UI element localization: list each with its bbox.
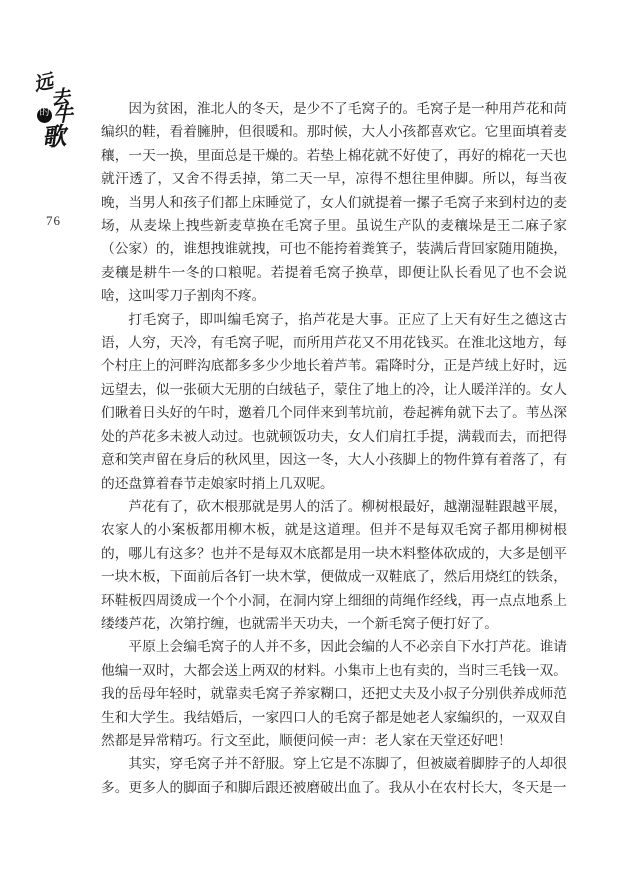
paragraph-3: 芦花有了，砍木根那就是男人的活了。柳树根最好，越潮湿鞋跟越平展，农家人的小案板都用柳木板，就是这道理。但并不是每双毛窝子都用柳树根的，哪儿有这多？也并不是每双木底都是用一块木料整体砍成的，大多是刨平一块木板，下面前后各钉一块木掌，便做成一双鞋底了，然后用烧红的铁条，环鞋板四周烫成一个个小洞，在洞内穿上细细的苘绳作经线，再一点点地系上缕缕芦花，次第拧缠，也就需半天功夫，一个新毛窝子便打好了。: [101, 498, 567, 631]
calligraphy-char-ge: 歌: [40, 123, 68, 153]
calligraphy-seal-de: 的: [37, 108, 52, 123]
paragraph-5: 其实，穿毛窝子并不舒服。穿上它是不冻脚了，但被崴着脚脖子的人却很多。更多人的脚面子和脚后跟还被磨破出血了。我从小在农村长大，冬天是一: [101, 756, 567, 795]
calligraphy-char-yuan: 远: [32, 71, 55, 96]
calligraphy-char-qu: 去: [50, 87, 71, 110]
article-body: [101, 97, 567, 799]
paragraph-4: 平原上会编毛窝子的人并不多，因此会编的人不必亲自下水打芦花。谁请他编一双时，大都会送上两双的材料。小集市上也有卖的，当时三毛钱一双。我的岳母年轻时，就靠卖毛窝子养家糊口，还把丈夫及小叔子分别供养成师范生和大学生。我结婚后，一家四口人的毛窝子都是她老人家编织的，一双双自然都是异常精巧。行文至此，顺便问候一声：老人家在天堂还好吧！: [101, 639, 567, 748]
book-series-title-calligraphy: [34, 72, 80, 162]
paragraph-2: 打毛窝子，即叫编毛窝子，掐芦花是大事。正应了上天有好生之德这古语，人穷，天冷，有毛窝子呢，而所用芦花又不用花钱买。在淮北这地方，每个村庄上的河畔沟底都多多少少地长着芦苇。霜降时分，正是芦绒上好时，远远望去，似一张硕大无朋的白绒毡子，蒙住了地上的冷，让人暖洋洋的。女人们瞅着日头好的午时，邀着几个同伴来到苇坑前，卷起裤角就下去了。苇丛深处的芦花多未被人动过。也就顿饭功夫，女人们肩扛手提，满载而去，而把得意和笑声留在身后的秋风里，因这一冬，大人小孩脚上的物件算有着落了，有的还盘算着春节走娘家时捎上几双呢。: [101, 311, 567, 491]
paragraph-1: 因为贫困，淮北人的冬天，是少不了毛窝子的。毛窝子是一种用芦花和苘编织的鞋，看着臃肿，但很暖和。那时候，大人小孩都喜欢它。它里面填着麦穰，一天一换，里面总是干燥的。若垫上棉花就不好使了，再好的棉花一天也就汗透了，又舍不得丢掉，第二天一早，凉得不想往里伸脚。所以，每当夜晚，当男人和孩子们都上床睡觉了，女人们就提着一摞子毛窝子来到村边的麦场，从麦垛上拽些新麦草换在毛窝子里。虽说生产队的麦穰垛是王二麻子家（公家）的，谁想拽谁就拽，可也不能挎着粪箕子，装满后背回家随用随换，麦穰是耕牛一冬的口粮呢。若提着毛窝子换草，即便让队长看见了也不会说啥，这叫零刀子割肉不疼。: [101, 101, 567, 304]
page-number: 76: [46, 213, 61, 228]
calligraphy-char-niu: 牛: [52, 103, 74, 127]
